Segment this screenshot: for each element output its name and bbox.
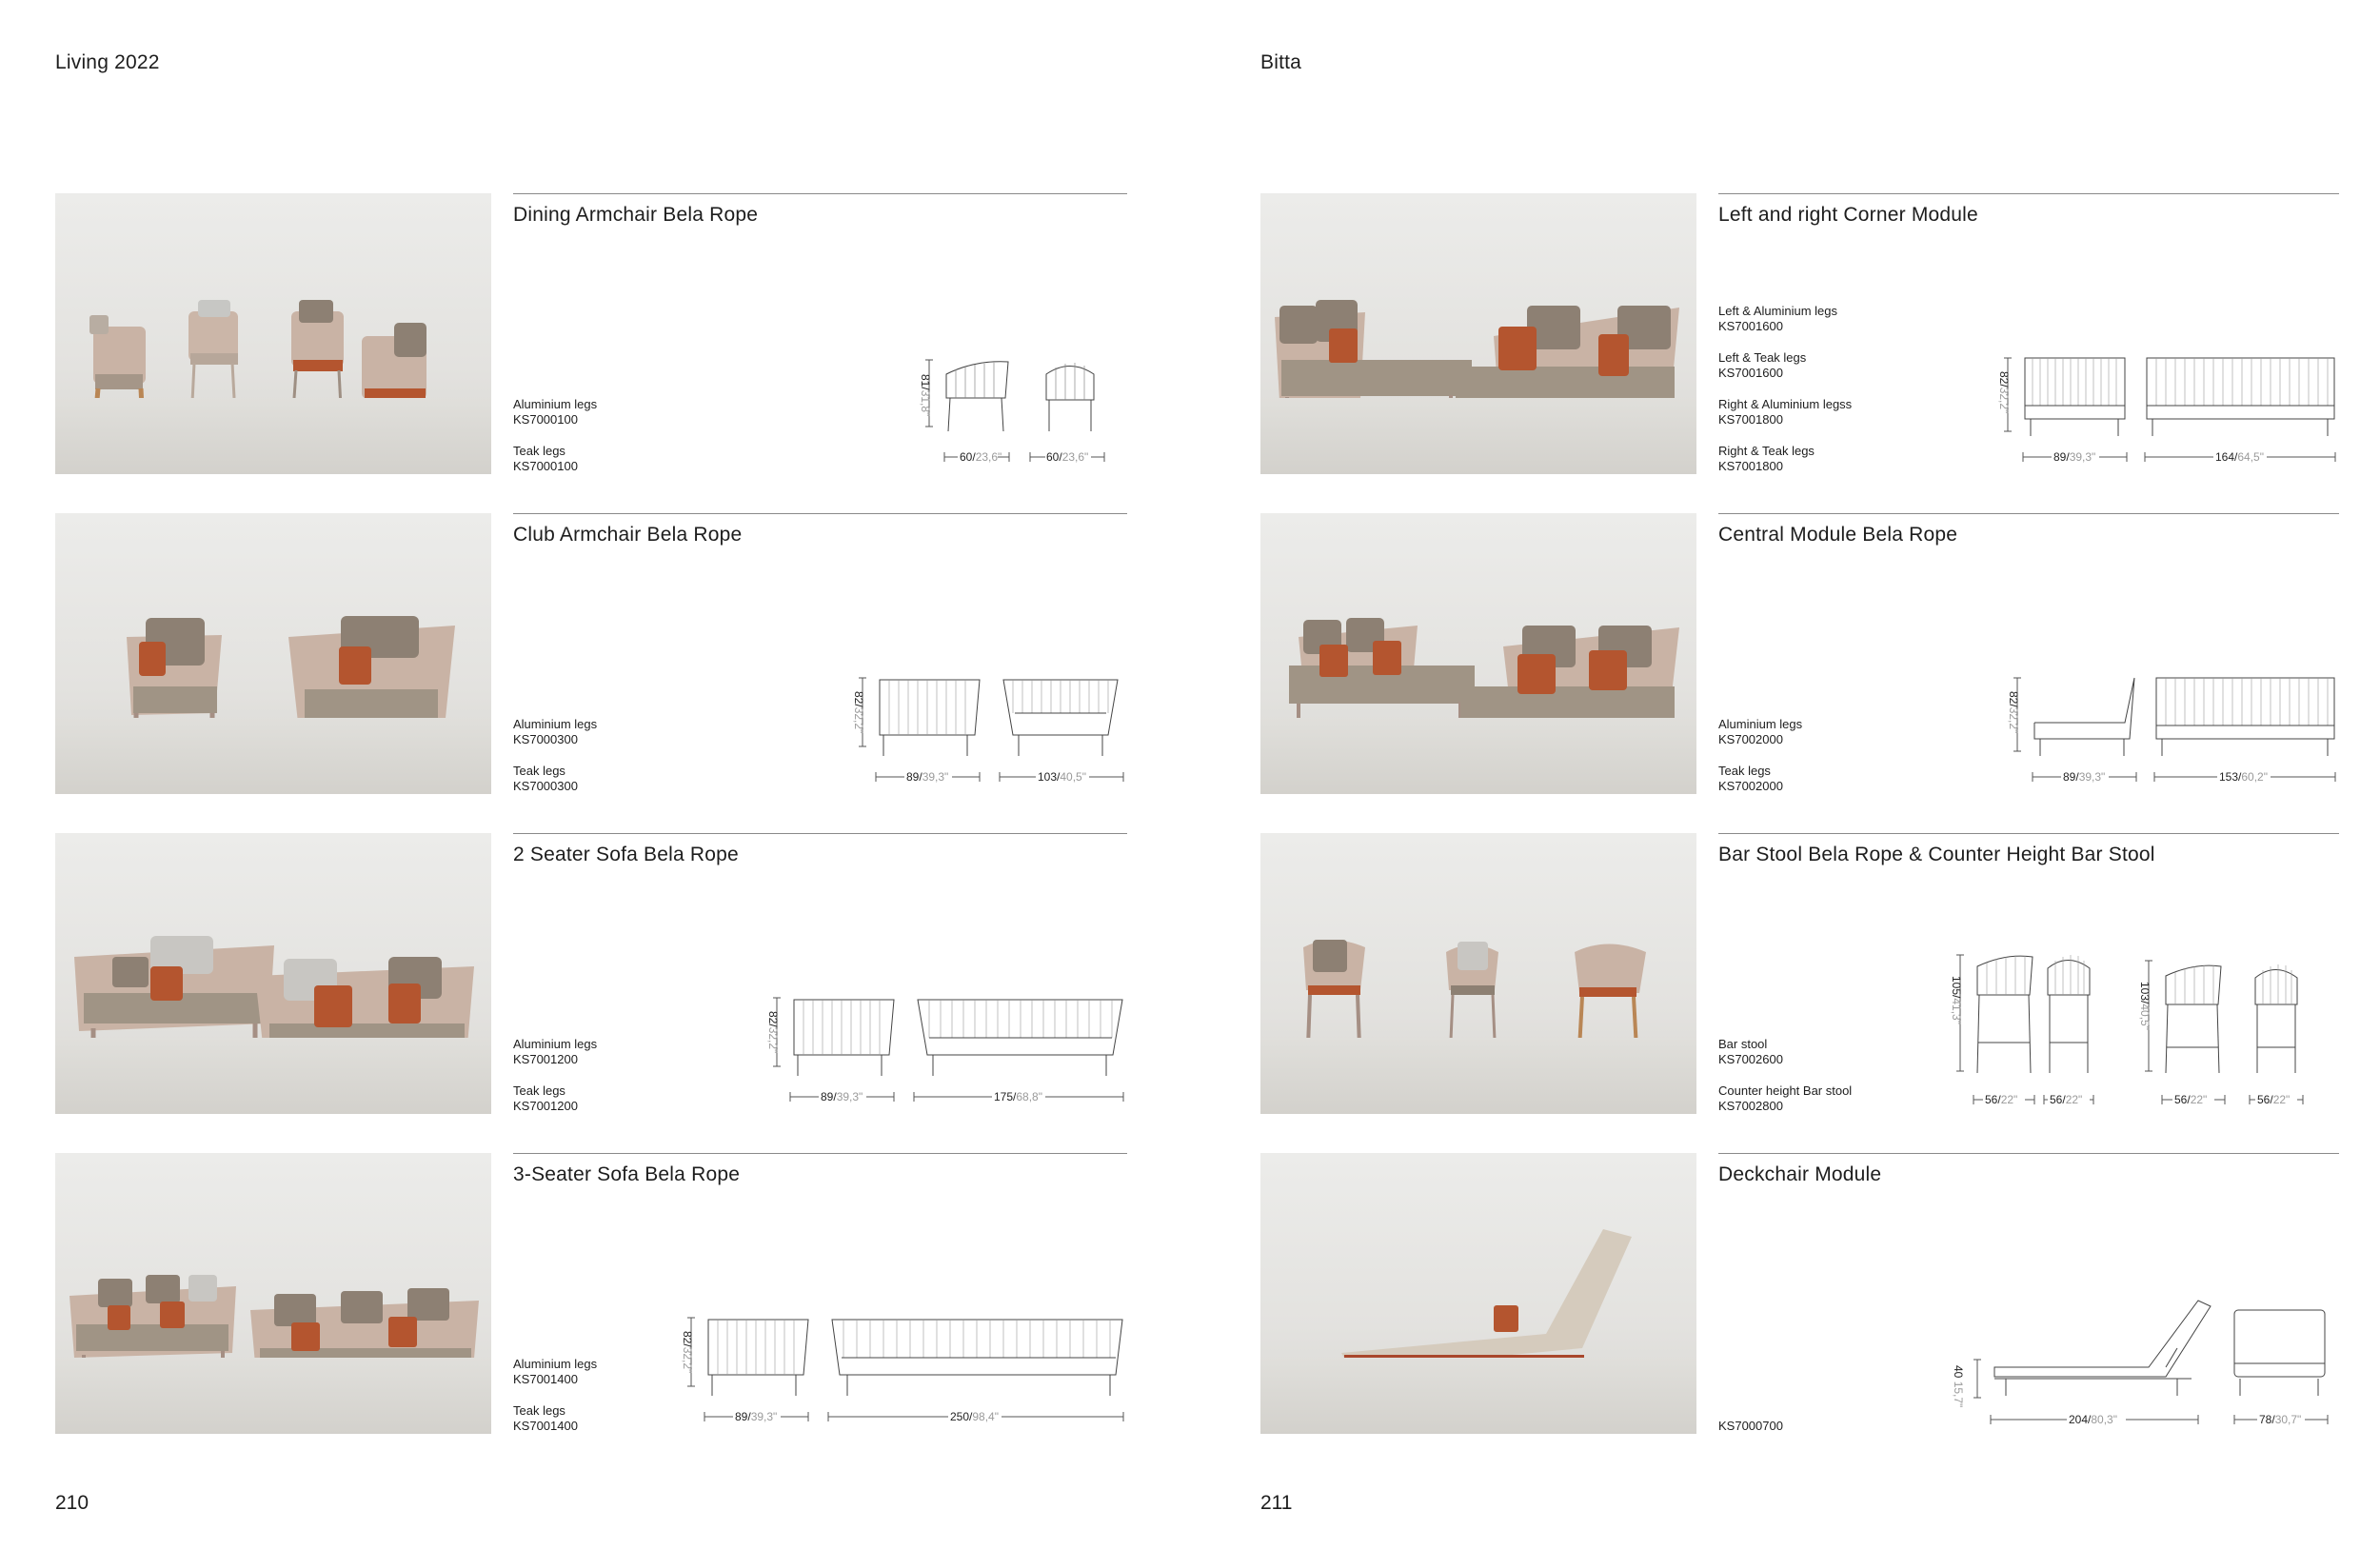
product-title: Dining Armchair Bela Rope [513, 204, 759, 226]
width-dim-label: 89/39,3" [2053, 450, 2096, 464]
product-photo [1260, 833, 1696, 1114]
product-info [1718, 1153, 2339, 1434]
code-number: KS7001600 [1718, 319, 1783, 333]
product-entry-2-seater-sofa [55, 833, 1127, 1114]
width-dim-label: 153/60,2" [2219, 770, 2268, 784]
height-dim-label: 82/32,2" [2007, 691, 2020, 734]
code-label: Right & Teak legs [1718, 444, 1815, 458]
code-number: KS7002600 [1718, 1052, 1783, 1066]
code-number: KS7000100 [513, 459, 578, 473]
code-label: Teak legs [1718, 764, 1771, 778]
product-info [513, 833, 1127, 1114]
code-group [1718, 1037, 1852, 1067]
code-number: KS7000300 [513, 732, 578, 746]
page-number: 211 [1260, 1492, 1293, 1514]
code-group [513, 717, 597, 747]
code-label: Teak legs [513, 444, 565, 458]
product-photo [55, 513, 491, 794]
product-info [513, 513, 1127, 794]
width-dim-label: 250/98,4" [950, 1410, 999, 1423]
code-number: KS7002800 [1718, 1099, 1783, 1113]
product-codes [513, 1357, 597, 1434]
code-group [513, 1357, 597, 1387]
running-head: Living 2022 [55, 51, 160, 73]
technical-drawing [2006, 661, 2339, 794]
product-entry-corner-module [1260, 193, 2332, 474]
code-group [513, 1083, 597, 1114]
code-label: Aluminium legs [513, 1357, 598, 1371]
code-number: KS7001200 [513, 1052, 578, 1066]
product-codes [1718, 1037, 1852, 1114]
width-dim-label: 175/68,8" [994, 1090, 1042, 1103]
product-entry-3-seater-sofa [55, 1153, 1127, 1434]
right-page [1190, 0, 2380, 1550]
code-number: KS7001800 [1718, 459, 1783, 473]
product-entry-deckchair-module [1260, 1153, 2332, 1434]
width-dim-label: 103/40,5" [1038, 770, 1086, 784]
width-dim-label: 89/39,3" [2063, 770, 2106, 784]
product-codes [1718, 304, 1852, 474]
height-dim-label: 82/32,2" [681, 1331, 694, 1374]
product-entry-central-module [1260, 513, 2332, 794]
width-dim-label: 89/39,3" [906, 770, 949, 784]
code-number: KS7002000 [1718, 732, 1783, 746]
code-label: Aluminium legs [513, 397, 598, 411]
product-photo [55, 1153, 491, 1434]
width-dim-label: 89/39,3" [821, 1090, 863, 1103]
code-label: Left & Teak legs [1718, 350, 1807, 365]
code-group [1718, 1083, 1852, 1114]
technical-drawing [1996, 341, 2339, 474]
product-codes [1718, 717, 1802, 794]
width-dim-label: 89/39,3" [735, 1410, 778, 1423]
product-photo [55, 833, 491, 1114]
height-dim-label: 103/40,5" [2138, 982, 2152, 1030]
width-dim-label: 60/23,6" [1046, 450, 1089, 464]
code-number: KS7001600 [1718, 366, 1783, 380]
product-photo [55, 193, 491, 474]
code-group [1718, 1419, 1783, 1434]
product-info [1718, 513, 2339, 794]
technical-drawing [1949, 1272, 2339, 1434]
code-number: KS7000100 [513, 412, 578, 427]
width-dim-label: 78/30,7" [2259, 1413, 2302, 1426]
width-dim-label: 56/22" [2050, 1093, 2083, 1106]
product-codes [1718, 1419, 1783, 1434]
product-entry-club-armchair [55, 513, 1127, 794]
height-dim-label: 82/32,2" [1997, 371, 2011, 414]
code-group [1718, 717, 1802, 747]
product-title: Bar Stool Bela Rope & Counter Height Bar Stool [1718, 844, 2155, 865]
code-group [1718, 350, 1852, 381]
code-group [513, 1037, 597, 1067]
code-number: KS7000300 [513, 779, 578, 793]
product-entry-bar-stool [1260, 833, 2332, 1114]
height-dim-label: 81/31,8" [919, 374, 932, 417]
code-group [1718, 444, 1852, 474]
technical-drawing [765, 981, 1127, 1114]
code-label: Aluminium legs [1718, 717, 1803, 731]
code-group [1718, 764, 1802, 794]
height-dim-label: 82/32,2" [766, 1011, 780, 1054]
product-info [513, 1153, 1127, 1434]
code-number: KS7001800 [1718, 412, 1783, 427]
technical-drawing [680, 1301, 1127, 1434]
code-group [1718, 304, 1852, 334]
code-number: KS7001400 [513, 1372, 578, 1386]
product-info [1718, 833, 2339, 1114]
code-label: Counter height Bar stool [1718, 1083, 1853, 1098]
code-number: KS7001400 [513, 1419, 578, 1433]
code-group [513, 764, 597, 794]
technical-drawing [918, 341, 1127, 474]
product-codes [513, 717, 597, 794]
product-entry-dining-armchair [55, 193, 1127, 474]
product-title: Deckchair Module [1718, 1163, 1882, 1185]
product-codes [513, 1037, 597, 1114]
code-label: Aluminium legs [513, 717, 598, 731]
technical-drawing [851, 661, 1127, 794]
product-title: Club Armchair Bela Rope [513, 524, 743, 546]
code-label: Bar stool [1718, 1037, 1768, 1051]
code-label: Teak legs [513, 764, 565, 778]
product-title: Central Module Bela Rope [1718, 524, 1958, 546]
code-label: Teak legs [513, 1403, 565, 1418]
product-title: Left and right Corner Module [1718, 204, 1978, 226]
width-dim-label: 56/22" [1985, 1093, 2018, 1106]
width-dim-label: 56/22" [2257, 1093, 2291, 1106]
running-head: Bitta [1260, 51, 1302, 73]
code-group [1718, 397, 1852, 427]
product-info [513, 193, 1127, 474]
product-photo [1260, 1153, 1696, 1434]
code-number: KS7001200 [513, 1099, 578, 1113]
product-photo [1260, 193, 1696, 474]
code-number: KS7002000 [1718, 779, 1783, 793]
product-codes [513, 397, 597, 474]
code-label: Right & Aluminium legss [1718, 397, 1853, 411]
code-number: KS7000700 [1718, 1419, 1783, 1433]
code-group [513, 1403, 597, 1434]
width-dim-label: 164/64,5" [2215, 450, 2264, 464]
code-group [513, 444, 597, 474]
code-label: Aluminium legs [513, 1037, 598, 1051]
width-dim-label: 56/22" [2174, 1093, 2208, 1106]
width-dim-label: 60/23,6" [960, 450, 1002, 464]
product-title: 3-Seater Sofa Bela Rope [513, 1163, 741, 1185]
code-group [513, 397, 597, 427]
product-info [1718, 193, 2339, 474]
height-dim-label: 82/32,2" [852, 691, 865, 734]
height-dim-label: 105/41,3" [1950, 976, 1963, 1024]
height-dim-label: 40 15,7" [1952, 1365, 1965, 1408]
code-label: Left & Aluminium legs [1718, 304, 1838, 318]
code-label: Teak legs [513, 1083, 565, 1098]
width-dim-label: 204/80,3" [2069, 1413, 2117, 1426]
product-photo [1260, 513, 1696, 794]
technical-drawing [1949, 947, 2339, 1114]
product-title: 2 Seater Sofa Bela Rope [513, 844, 739, 865]
page-number: 210 [55, 1492, 89, 1514]
